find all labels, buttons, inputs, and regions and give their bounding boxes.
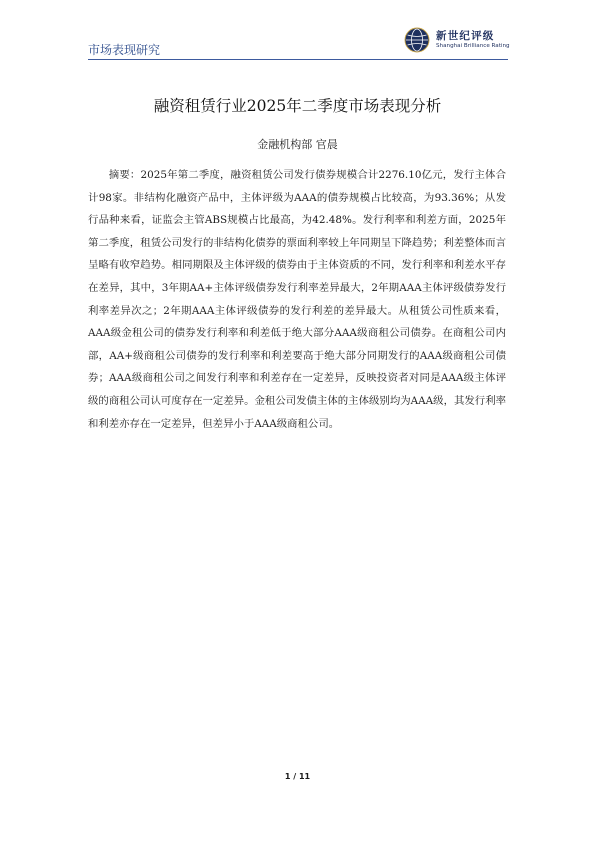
globe-logo-icon <box>404 27 430 53</box>
document-title: 融资租赁行业2025年二季度市场表现分析 <box>153 97 442 115</box>
brand-name-en: Shanghai Brilliance Rating <box>436 43 510 49</box>
section-label: 市场表现研究 <box>88 43 161 57</box>
page-header <box>88 20 508 60</box>
brand-logo <box>396 24 508 58</box>
brand-name-cn: 新世纪评级 <box>436 30 495 42</box>
document-authors: 金融机构部 官晨 <box>257 138 338 151</box>
abstract-paragraph: 摘要：2025年第二季度，融资租赁公司发行债券规模合计2276.10亿元，发行主体合计98家。非结构化融资产品中，主体评级为AAA的债券规模占比较高，为93.36%；从发行品种来看，证监会主管ABS规模占比最高，为42.48%。发行利率和利差方面，2025年第二季度，租赁公司发行的非结构化债券的票面利率较上年同期呈下降趋势；利差整体而言呈略有收窄趋势。相同期限及主体评级的债券由于主体资质的不同，发行利率和利差水平存在差异，其中，3年期AA+主体评级债券发行利率差异最大，2年期AAA主体评级债券发行利率差异次之；2年期AAA主体评级债券的发行利差的差异最大。从租赁公司性质来看，AAA级金租公司的债券发行利率和利差低于绝大部分AAA级商租公司债券。在商租公司内部，AA+级商租公司债券的发行利率和利差要高于绝大部分同期发行的AAA级商租公司债券；AAA级商租公司之间发行利率和利差存在一定差异，反映投资者对同是AAA级主体评级的商租公司认可度存在一定差异。金租公司发债主体的主体级别均为AAA级，其发行利率和利差亦存在一定差异，但差异小于AAA级商租公司。 <box>88 169 506 430</box>
page-number: 1 / 11 <box>284 772 311 781</box>
header-divider <box>88 59 508 60</box>
